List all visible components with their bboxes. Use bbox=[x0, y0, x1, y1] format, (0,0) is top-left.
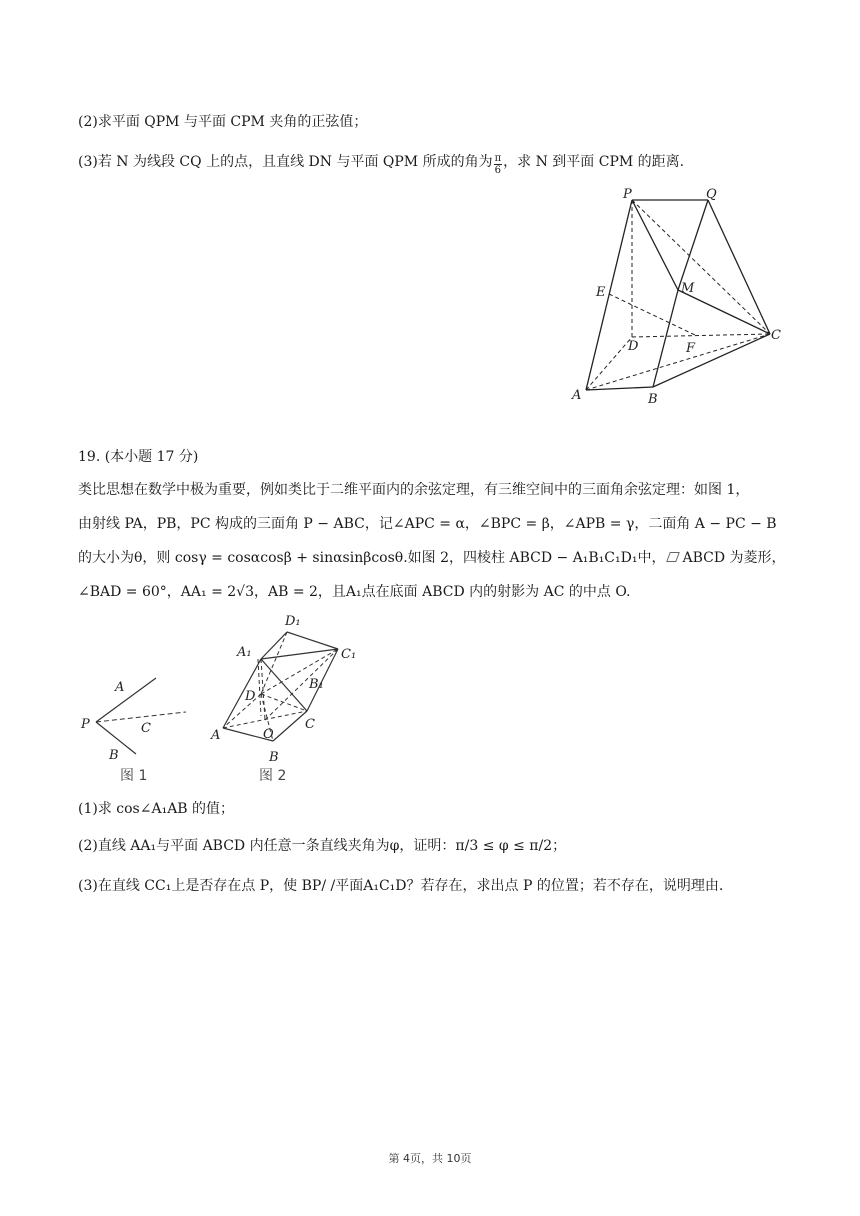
q19-intro-line1: 类比思想在数学中极为重要，例如类比于二维平面内的余弦定理，有三维空间中的三面角余弦定理：如图 1， bbox=[78, 482, 750, 498]
fig2-label-D: D bbox=[245, 689, 256, 704]
label-D: D bbox=[628, 339, 639, 354]
figure-1-trihedral bbox=[72, 668, 202, 784]
parallelogram-icon bbox=[667, 552, 681, 562]
q18-part2: (2)求平面 QPM 与平面 CPM 夹角的正弦值； bbox=[78, 114, 368, 130]
label-E: E bbox=[596, 285, 606, 300]
label-B: B bbox=[648, 392, 658, 407]
label-M: M bbox=[681, 281, 695, 296]
q19-intro-line3: 的大小为θ，则 cosγ = cosαcosβ + sinαsinβcosθ.如图 2，四棱柱 ABCD − A₁B₁C₁D₁中， ABCD 为菱形， bbox=[78, 550, 786, 566]
fig2-label-O: O bbox=[263, 727, 274, 742]
label-P: P bbox=[623, 187, 632, 202]
fig1-caption: 图 1 bbox=[120, 768, 148, 784]
page-footer: 第 4页，共 10页 bbox=[388, 1152, 472, 1165]
q19-header: 19. (本小题 17 分) bbox=[78, 449, 199, 465]
geometry-figure-pqmc bbox=[560, 180, 800, 410]
q19-intro-line2: 由射线 PA，PB，PC 构成的三面角 P − ABC，记∠APC = α，∠BPC = β，∠APB = γ，二面角 A − PC − B bbox=[78, 516, 777, 532]
fraction-pi-over-6: $\frac{\pi}{6}$ bbox=[494, 153, 502, 176]
fig2-label-B1: B₁ bbox=[309, 677, 324, 692]
fig2-caption: 图 2 bbox=[259, 768, 287, 784]
fig2-label-D1: D₁ bbox=[285, 614, 301, 629]
fig2-label-C1: C₁ bbox=[341, 647, 357, 662]
label-Q: Q bbox=[706, 187, 717, 202]
label-C: C bbox=[771, 328, 781, 343]
figure-2-prism bbox=[205, 606, 375, 786]
fig1-label-C: C bbox=[141, 721, 151, 736]
fig1-label-A: A bbox=[115, 680, 125, 695]
q19-part2: (2)直线 AA₁与平面 ABCD 内任意一条直线夹角为φ，证明：π/3 ≤ φ ≤ π/2； bbox=[78, 838, 567, 854]
fig1-label-B: B bbox=[109, 748, 119, 763]
fig1-label-P: P bbox=[81, 717, 90, 732]
label-F: F bbox=[686, 341, 696, 356]
fig2-label-A1: A₁ bbox=[237, 645, 252, 660]
fig2-label-C: C bbox=[305, 717, 315, 732]
q19-part1: (1)求 cos∠A₁AB 的值； bbox=[78, 801, 235, 817]
q19-intro-line4: ∠BAD = 60°，AA₁ = 2√3，AB = 2，且A₁点在底面 ABCD 内的射影为 AC 的中点 O. bbox=[78, 584, 631, 600]
fig2-label-B: B bbox=[269, 750, 279, 765]
fig2-label-A: A bbox=[211, 728, 221, 743]
q18-part3: (3)若 N 为线段 CQ 上的点，且直线 DN 与平面 QPM 所成的角为 $\frac{\pi}{6}$ ，求 N 到平面 CPM 的距离. bbox=[78, 153, 685, 176]
label-A: A bbox=[572, 388, 582, 403]
q19-part3: (3)在直线 CC₁上是否存在点 P，使 BP/ /平面A₁C₁D？若存在，求出点 P 的位置；若不存在，说明理由. bbox=[78, 878, 724, 894]
